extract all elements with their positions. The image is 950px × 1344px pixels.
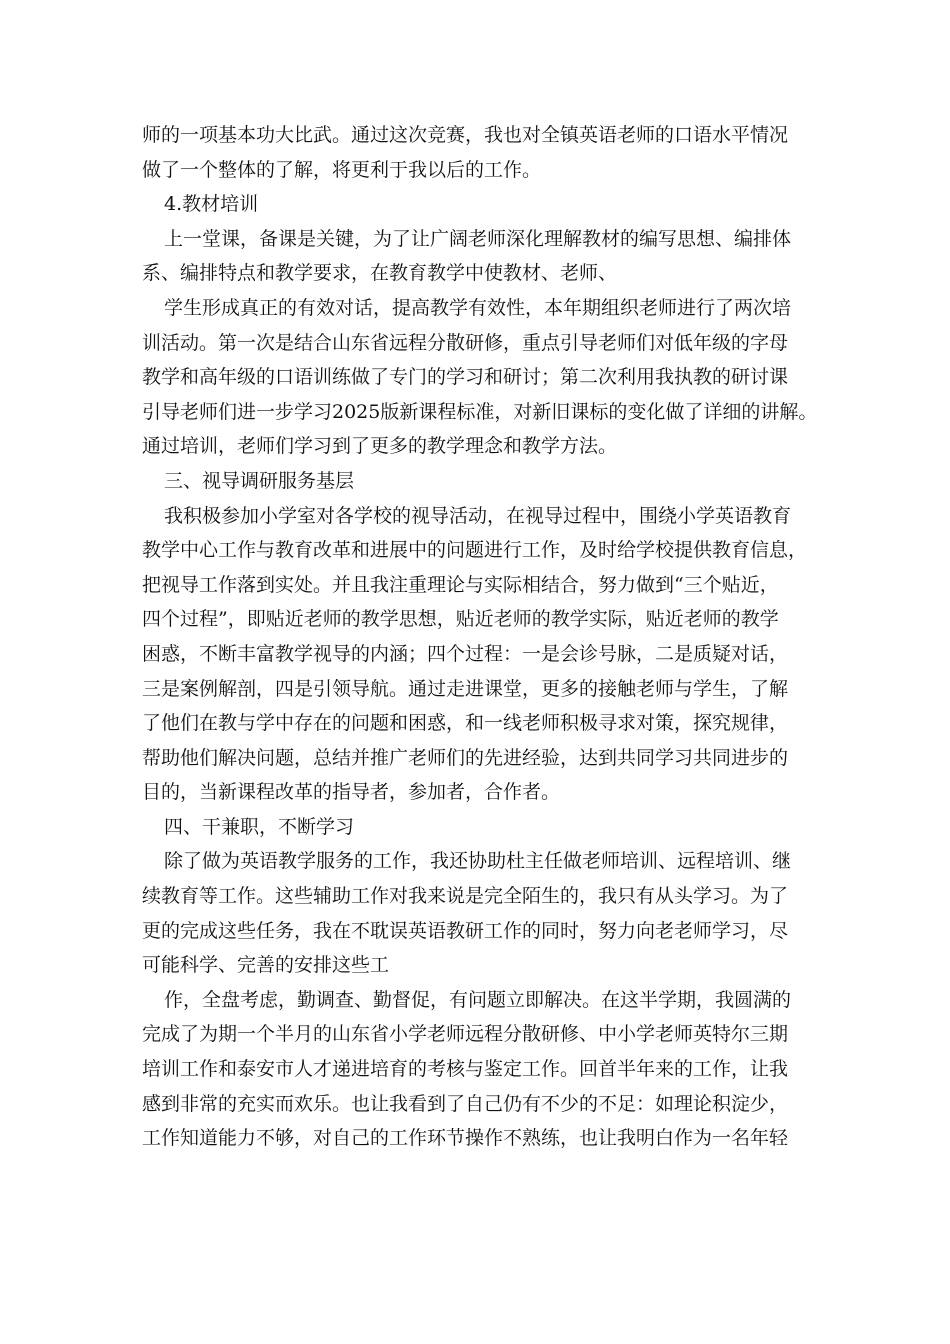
text-line: 师的一项基本功大比武。通过这次竞赛，我也对全镇英语老师的口语水平情况 xyxy=(142,124,789,146)
text-line: 了他们在教与学中存在的问题和困惑，和一线老师积极寻求对策，探究规律， xyxy=(142,712,789,735)
text-line: 4.教材培训 xyxy=(164,193,259,216)
text-line: 培训工作和泰安市人才递进培育的考核与鉴定工作。回首半年来的工作，让我 xyxy=(142,1058,789,1081)
text-line: 作，全盘考虑，勤调查、勤督促，有问题立即解决。在这半学期，我圆满的 xyxy=(164,988,792,1011)
text-line: 学生形成真正的有效对话，提高教学有效性，本年期组织老师进行了两次培 xyxy=(164,296,792,319)
text-line: 引导老师们进一步学习2025版新课程标准，对新旧课标的变化做了详细的讲解。 xyxy=(142,400,818,423)
text-line: 教学中心工作与教育改革和进展中的问题进行工作，及时给学校提供教育信息， xyxy=(142,539,808,562)
text-line: 我积极参加小学室对各学校的视导活动，在视导过程中，围绕小学英语教育 xyxy=(164,504,792,527)
text-line: 完成了为期一个半月的山东省小学老师远程分散研修、中小学老师英特尔三期 xyxy=(142,1023,789,1046)
text-line: 系、编排特点和教学要求，在教育教学中使教材、老师、 xyxy=(142,262,618,285)
text-line: 通过培训，老师们学习到了更多的教学理念和教学方法。 xyxy=(142,435,618,458)
text-line: 续教育等工作。这些辅助工作对我来说是完全陌生的，我只有从头学习。为了 xyxy=(142,885,789,908)
text-line: 可能科学、完善的安排这些工 xyxy=(142,954,390,977)
document-body xyxy=(142,118,832,1156)
text-line: 训活动。第一次是结合山东省远程分散研修，重点引导老师们对低年级的字母 xyxy=(142,331,789,354)
text-line: 三、视导调研服务基层 xyxy=(164,469,355,492)
text-line: 目的，当新课程改革的指导者，参加者，合作者。 xyxy=(142,781,561,804)
text-line: 把视导工作落到实处。并且我注重理论与实际相结合，努力做到“三个贴近， xyxy=(142,573,779,596)
text-line: 帮助他们解决问题，总结并推广老师们的先进经验，达到共同学习共同进步的 xyxy=(142,746,789,769)
text-line: 困惑，不断丰富教学视导的内涵；四个过程：一是会诊号脉，二是质疑对话， xyxy=(142,642,789,665)
text-line: 更的完成这些任务，我在不耽误英语教研工作的同时，努力向老老师学习，尽 xyxy=(142,919,789,942)
text-line: 感到非常的充实而欢乐。也让我看到了自己仍有不少的不足：如理论积淀少， xyxy=(142,1092,789,1115)
text-line: 三是案例解剖，四是引领导航。通过走进课堂，更多的接触老师与学生，了解 xyxy=(142,677,789,700)
text-line: 四、干兼职，不断学习 xyxy=(164,815,355,838)
text-line: 上一堂课，备课是关键，为了让广阔老师深化理解教材的编写思想、编排体 xyxy=(164,227,792,250)
text-line: 四个过程”，即贴近老师的教学思想，贴近老师的教学实际，贴近老师的教学 xyxy=(142,608,779,631)
text-line: 做了一个整体的了解，将更利于我以后的工作。 xyxy=(142,158,542,181)
text-line: 除了做为英语教学服务的工作，我还协助杜主任做老师培训、远程培训、继 xyxy=(164,850,792,873)
text-line: 教学和高年级的口语训练做了专门的学习和研讨；第二次利用我执教的研讨课 xyxy=(142,366,789,389)
text-line: 工作知道能力不够，对自己的工作环节操作不熟练，也让我明白作为一名年轻 xyxy=(142,1127,789,1150)
